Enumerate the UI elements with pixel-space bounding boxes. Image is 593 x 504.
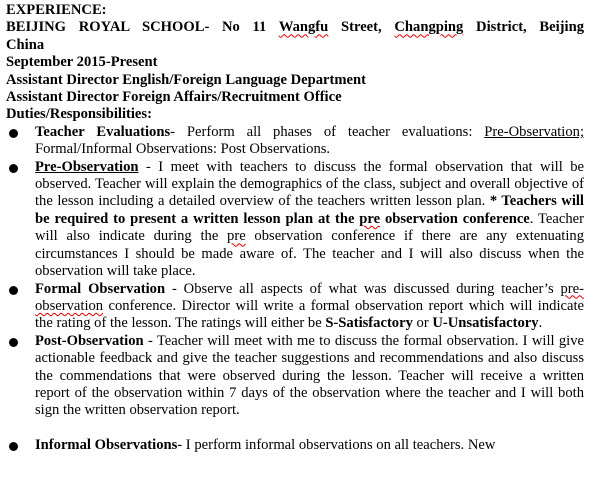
list-item-informal-observations [6,437,584,454]
item-text: . [538,315,543,332]
pre-observation-word: pre-observation [35,280,584,314]
list-item-pre-observation [6,159,584,281]
item-text: - I perform informal observations on all teachers. New [177,436,496,453]
list-item-teacher-evaluations [6,124,584,159]
duties-list [6,124,593,420]
item-text: . Teacher will also indicate during the [35,210,584,245]
employer-text-d: Changping [394,19,464,36]
list-item-post-observation [6,333,584,420]
bullet-icon [9,286,18,295]
item-text: - Teacher will meet with me to discuss the formal observation. I will give actionable feedback and give the teacher suggestions and recommendations and also discuss the commendations that were observed during the lesson. Teacher will receive a written report of the observation within 7 days of the observation where the teacher and I will both sign the written observation report. [35,332,584,419]
item-text: conference. Director will write a formal observation report which will indicate the rating of the lesson. The ratings will either be [35,297,584,332]
unsatisfactory-rating: U-Unsatisfactory [432,315,539,332]
duties-list-continued [6,437,593,454]
item-text: - Observe all aspects of what was discussed during teacher’s [165,280,561,297]
item-label: Pre-Observation [35,158,139,175]
section-title: EXPERIENCE: [6,2,107,18]
employer-line [6,19,584,36]
satisfactory-rating: S-Satisfactory [325,315,413,332]
item-label: Post-Observation [35,332,144,349]
item-text: - Perform all phases of teacher evaluations: [170,123,485,140]
pre-observation-link: Pre-Observation; [484,123,584,140]
bullet-icon [9,442,18,451]
employer-text-a: BEIJING ROYAL SCHOOL- No 11 [6,19,279,36]
employer-text-e: District, Beijing [463,19,585,36]
item-text: - I meet with teachers to discuss the formal observation that will be observed. Teacher will explain the demographics of the class, subject and overall objective of the lesson including a detailed overview of the teachers written lesson plan. [35,158,584,210]
spacer [6,420,593,437]
item-bold-text: observation conference [380,210,530,227]
item-text: or [412,315,433,332]
employer-country: China [6,36,45,53]
bullet-icon [9,338,18,347]
item-label: Informal Observations [35,436,178,453]
bullet-icon [9,164,18,173]
item-bold-pre: pre [359,210,381,227]
employment-dates: September 2015-Present [6,54,158,71]
employer-text-c: Street, [328,19,395,36]
item-text: Formal/Informal Observations: Post Observations. [35,141,331,158]
job-title-1: Assistant Director English/Foreign Language Department [6,71,366,88]
item-bold-text: * Teachers will be required to present a written lesson plan at the [35,193,584,227]
employer-text-b: Wangfu [278,19,329,36]
list-item-formal-observation [6,281,584,333]
item-label: Formal Observation [35,280,166,297]
bullet-icon [9,129,18,138]
duties-heading: Duties/Responsibilities: [6,106,152,123]
item-label: Teacher Evaluations [35,123,171,140]
item-pre-word: pre [227,228,246,245]
item-text: observation conference if there are any extenuating circumstances I should be made aware of. The teacher and I will also discuss when the observation will take place. [35,228,585,280]
job-title-2: Assistant Director Foreign Affairs/Recruitment Office [6,89,342,106]
